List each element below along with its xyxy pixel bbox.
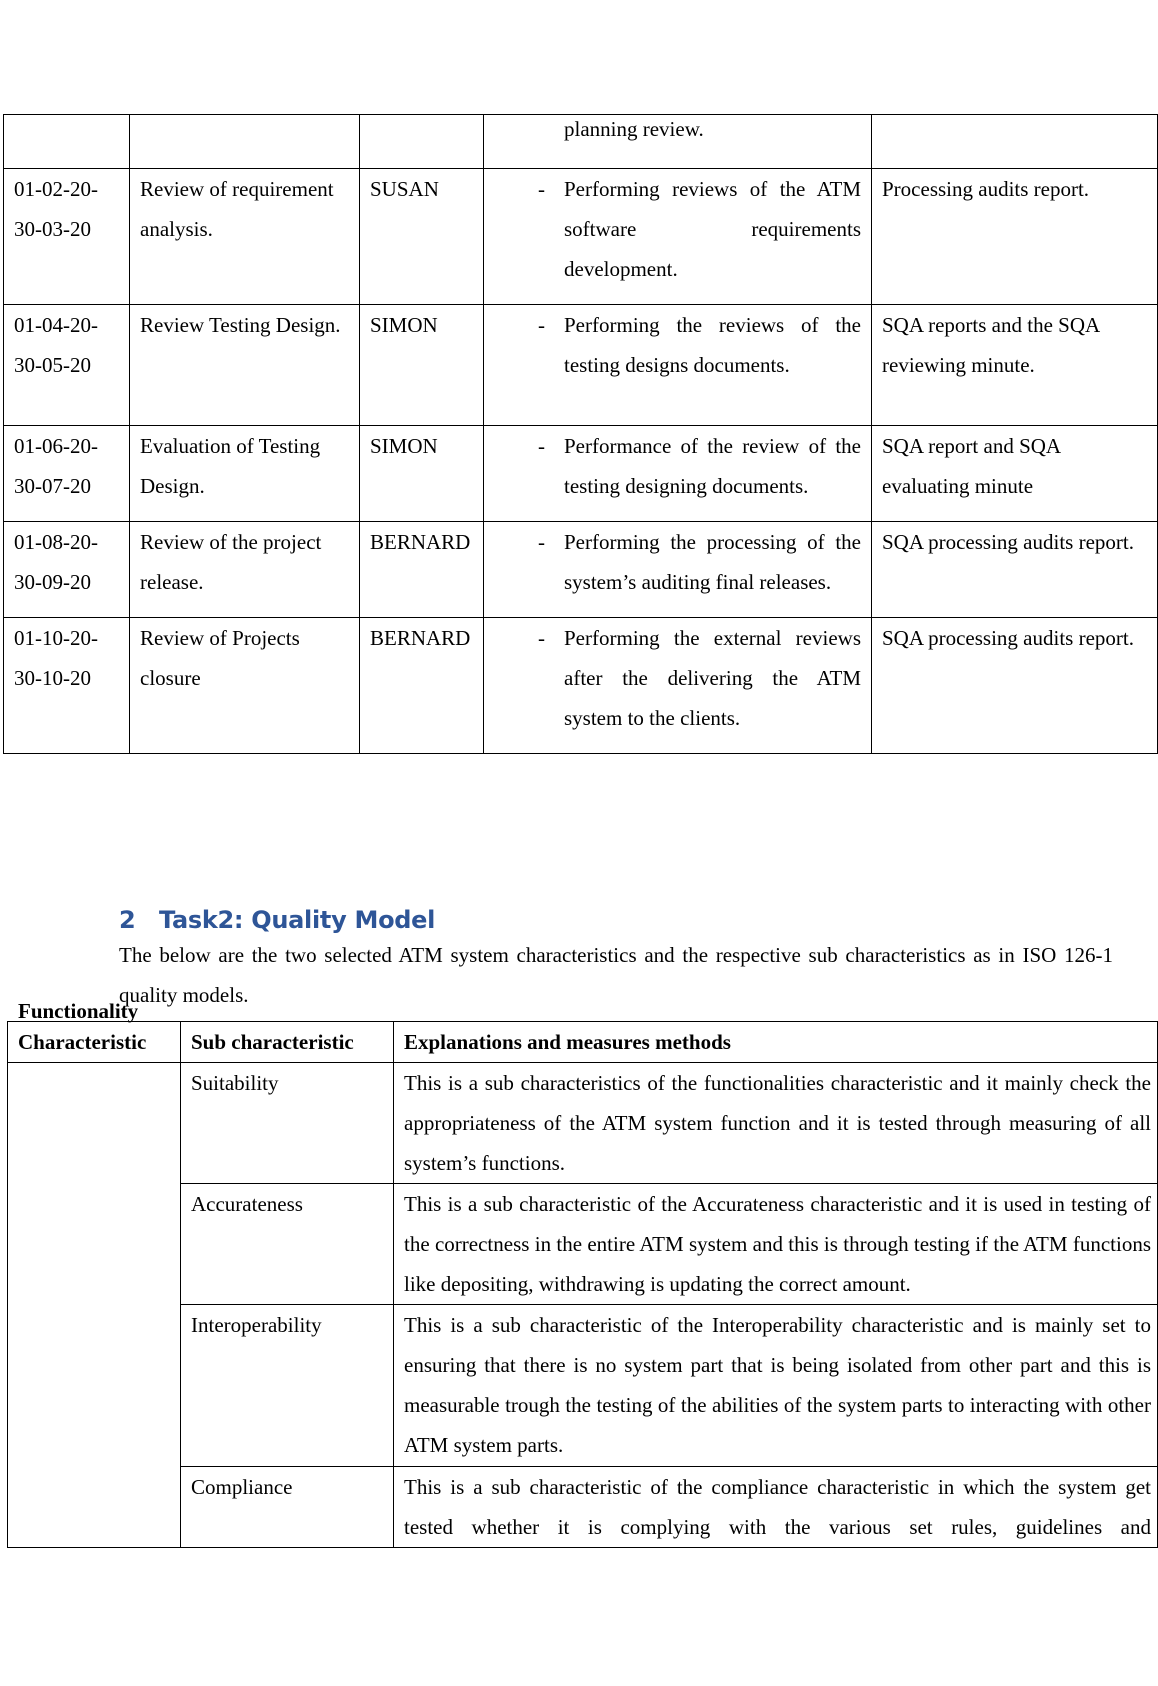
table-header-row	[8, 1022, 1158, 1063]
table-row	[4, 522, 1158, 618]
person-cell: BERNARD	[360, 522, 484, 618]
table-row	[8, 1305, 1158, 1467]
person-cell: SUSAN	[360, 169, 484, 305]
activity-cell	[484, 618, 872, 754]
task-cell: Review of the project release.	[130, 522, 360, 618]
bullet-dash	[498, 115, 564, 143]
quality-model-table	[7, 999, 1158, 1548]
person-cell: SIMON	[360, 305, 484, 426]
date-cell: 01-02-20-30-03-20	[4, 169, 130, 305]
activity-text: Performing reviews of the ATM software requirements development.	[564, 177, 861, 281]
activity-cell	[484, 115, 872, 169]
output-cell: SQA reports and the SQA reviewing minute.	[872, 305, 1158, 426]
table-row	[4, 618, 1158, 754]
activity-cell	[484, 169, 872, 305]
characteristic-label: Functionality	[18, 999, 139, 1023]
section-title: Task2: Quality Model	[159, 906, 436, 934]
task-cell: Evaluation of Testing Design.	[130, 426, 360, 522]
bullet-dash: -	[538, 626, 545, 650]
task-cell: Review of requirement analysis.	[130, 169, 360, 305]
person-cell: BERNARD	[360, 618, 484, 754]
activity-text: planning review.	[564, 117, 704, 141]
sub-characteristic-cell: Interoperability	[181, 1305, 394, 1467]
bullet-dash: -	[538, 530, 545, 554]
bullet-dash: -	[538, 313, 545, 337]
sub-characteristic-cell: Compliance	[181, 1467, 394, 1548]
sub-characteristic-cell: Accurateness	[181, 1184, 394, 1305]
sub-characteristic-cell: Suitability	[181, 1063, 394, 1184]
header-sub-characteristic: Sub characteristic	[181, 1022, 394, 1063]
date-cell: 01-06-20-30-07-20	[4, 426, 130, 522]
explanation-cell: This is a sub characteristic of the compliance characteristic in which the system get tested whether it is complying with the various set rules, guidelines and	[394, 1467, 1158, 1548]
table-row	[4, 169, 1158, 305]
output-cell	[872, 115, 1158, 169]
activity-cell	[484, 522, 872, 618]
sqa-schedule-table	[3, 114, 1158, 754]
section-intro: The below are the two selected ATM system characteristics and the respective sub characteristics as in ISO 126-1 quality models.	[119, 943, 1113, 1007]
bullet-dash: -	[538, 177, 545, 201]
header-characteristic: Characteristic	[8, 1022, 181, 1063]
table-row	[8, 1184, 1158, 1305]
date-cell: 01-10-20-30-10-20	[4, 618, 130, 754]
task-cell: Review of Projects closure	[130, 618, 360, 754]
section-heading	[119, 906, 435, 934]
table-row	[4, 426, 1158, 522]
task-cell: Review Testing Design.	[130, 305, 360, 426]
activity-text: Performing the processing of the system’s auditing final releases.	[564, 530, 861, 594]
activity-cell	[484, 305, 872, 426]
explanation-cell: This is a sub characteristics of the functionalities characteristic and it mainly check the appropriateness of the ATM system function and it is tested through measuring of all system’s functions.	[394, 1063, 1158, 1184]
activity-cell	[484, 426, 872, 522]
table-row	[8, 1467, 1158, 1548]
date-cell: 01-08-20-30-09-20	[4, 522, 130, 618]
table-row	[4, 115, 1158, 169]
person-cell: SIMON	[360, 426, 484, 522]
explanation-cell: This is a sub characteristic of the Interoperability characteristic and is mainly set to ensuring that there is no system part that is being isolated from other part and this is measurable trough the testing of the abilities of the system parts to interacting with other ATM system parts.	[394, 1305, 1158, 1467]
table-row	[8, 1063, 1158, 1184]
activity-text: Performing the external reviews after the delivering the ATM system to the clients.	[564, 626, 861, 730]
explanation-cell: This is a sub characteristic of the Accurateness characteristic and it is used in testing of the correctness in the entire ATM system and this is through testing if the ATM functions like depositing, withdrawing is updating the correct amount.	[394, 1184, 1158, 1305]
person-cell	[360, 115, 484, 169]
activity-text: Performance of the review of the testing designing documents.	[564, 434, 861, 498]
output-cell: SQA processing audits report.	[872, 522, 1158, 618]
date-cell	[4, 115, 130, 169]
header-explanation: Explanations and measures methods	[394, 1022, 1158, 1063]
section-number: 2	[119, 906, 136, 934]
task-cell	[130, 115, 360, 169]
output-cell: SQA report and SQA evaluating minute	[872, 426, 1158, 522]
output-cell: SQA processing audits report.	[872, 618, 1158, 754]
table-row	[4, 305, 1158, 426]
output-cell: Processing audits report.	[872, 169, 1158, 305]
bullet-dash: -	[538, 434, 545, 458]
date-cell: 01-04-20-30-05-20	[4, 305, 130, 426]
activity-text: Performing the reviews of the testing designs documents.	[564, 313, 861, 377]
